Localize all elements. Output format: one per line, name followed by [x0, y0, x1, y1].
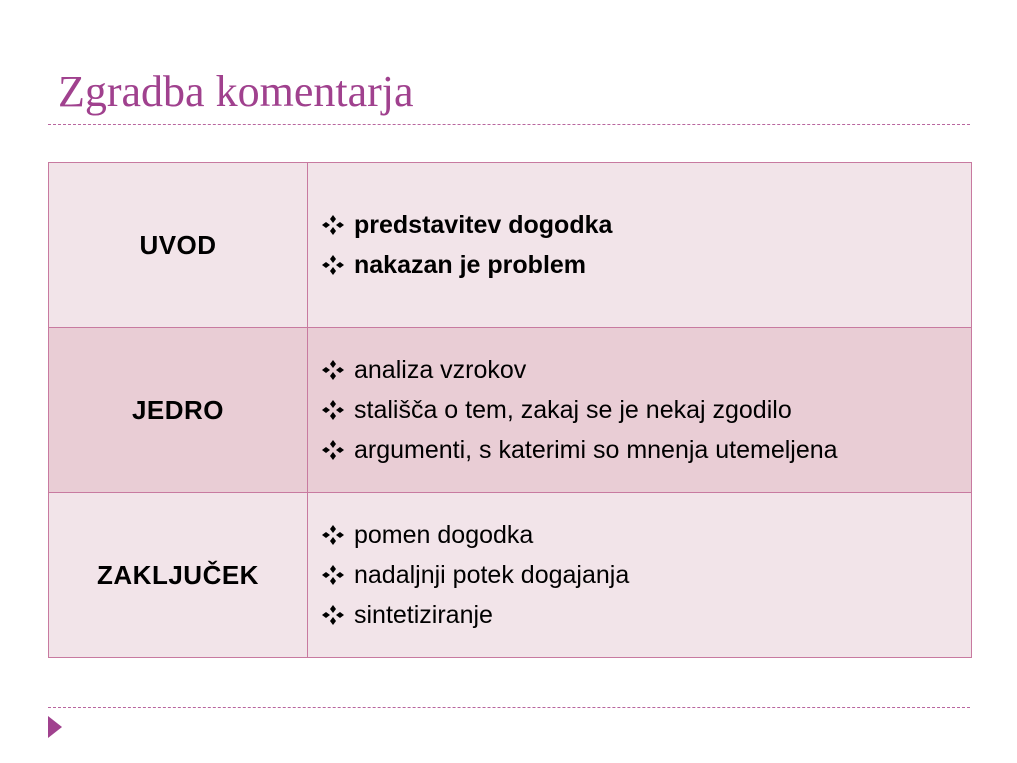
bullet-text: pomen dogodka: [354, 521, 534, 549]
section-label: JEDRO: [49, 328, 308, 493]
four-diamond-icon: [320, 564, 346, 586]
bullet-text: stališča o tem, zakaj se je nekaj zgodilo: [354, 396, 792, 424]
list-item: [320, 205, 971, 245]
footer-divider: [48, 707, 970, 708]
four-diamond-icon: [320, 359, 346, 381]
section-label: UVOD: [49, 163, 308, 328]
four-diamond-icon: [320, 524, 346, 546]
table-row-zakljucek: [49, 493, 972, 658]
bullet-list: [320, 205, 971, 285]
list-item: [320, 595, 971, 635]
structure-table: [48, 162, 972, 658]
section-label: ZAKLJUČEK: [49, 493, 308, 658]
four-diamond-icon: [320, 214, 346, 236]
section-body: [308, 328, 972, 493]
list-item: [320, 430, 971, 470]
bullet-text: nakazan je problem: [354, 251, 587, 279]
list-item: [320, 515, 971, 555]
four-diamond-icon: [320, 604, 346, 626]
list-item: [320, 245, 971, 285]
bullet-text: argumenti, s katerimi so mnenja utemeljena: [354, 436, 838, 464]
four-diamond-icon: [320, 399, 346, 421]
list-item: [320, 350, 971, 390]
list-item: [320, 390, 971, 430]
list-item: [320, 555, 971, 595]
bullet-text: analiza vzrokov: [354, 356, 527, 384]
four-diamond-icon: [320, 254, 346, 276]
four-diamond-icon: [320, 439, 346, 461]
bullet-text: nadaljnji potek dogajanja: [354, 561, 630, 589]
slide-title: Zgradba komentarja: [58, 67, 414, 116]
section-body: [308, 493, 972, 658]
table-row-uvod: [49, 163, 972, 328]
title-divider: [48, 124, 970, 125]
section-body: [308, 163, 972, 328]
bullet-text: sintetiziranje: [354, 601, 493, 629]
triangle-arrow-icon: [48, 716, 62, 738]
bullet-list: [320, 515, 971, 635]
table-row-jedro: [49, 328, 972, 493]
bullet-list: [320, 350, 971, 470]
bullet-text: predstavitev dogodka: [354, 211, 613, 239]
